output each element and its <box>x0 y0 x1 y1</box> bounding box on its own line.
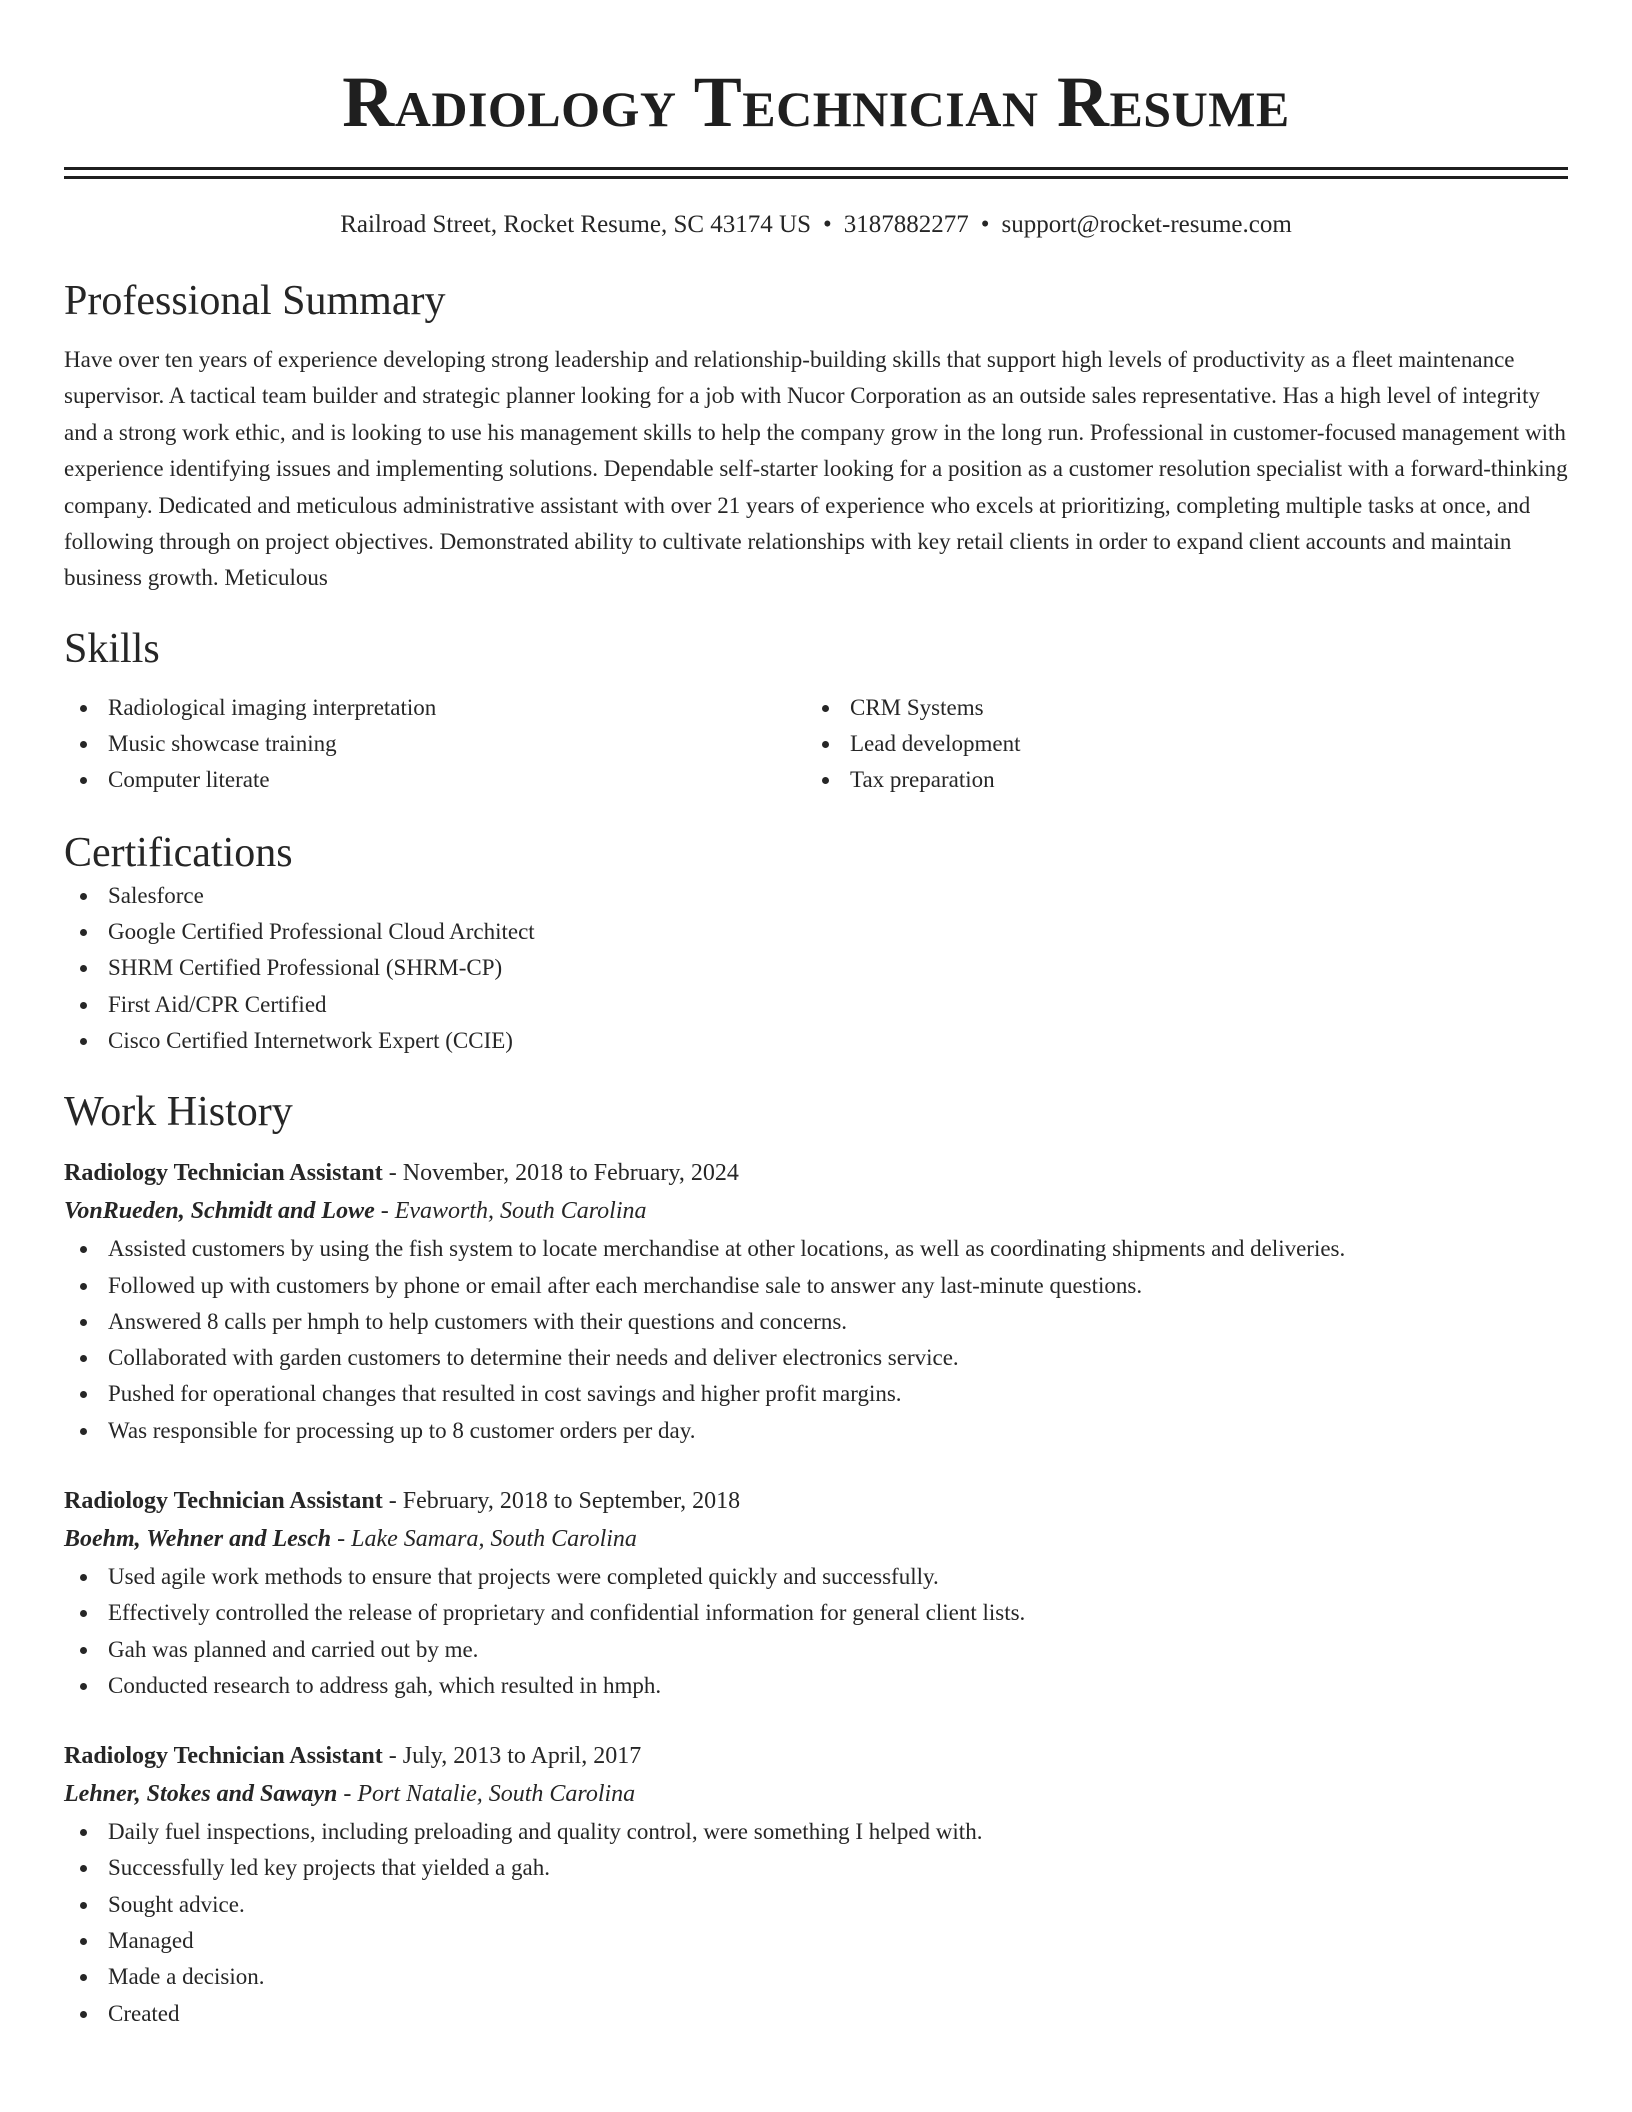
work-history-section <box>64 1087 1568 2032</box>
job-bullet: Answered 8 calls per hmph to help customers with their questions and concerns. <box>64 1304 1568 1340</box>
job-title-line <box>64 1738 1568 1775</box>
job-entry <box>64 1155 1568 1449</box>
skill-item: Radiological imaging interpretation <box>64 690 806 726</box>
job-spacer <box>64 1449 1568 1483</box>
job-bullet: Daily fuel inspections, including preloading and quality control, were something I helped with. <box>64 1814 1568 1850</box>
job-bullet: Created <box>64 1996 1568 2032</box>
job-dates: - November, 2018 to February, 2024 <box>382 1160 739 1187</box>
job-company-line <box>64 1775 1568 1814</box>
job-bullet: Conducted research to address gah, which resulted in hmph. <box>64 1668 1568 1704</box>
job-title: Radiology Technician Assistant <box>64 1743 383 1770</box>
job-bullet: Collaborated with garden customers to determine their needs and deliver electronics service. <box>64 1340 1568 1376</box>
certifications-heading: Certifications <box>64 829 293 876</box>
skills-column-right <box>806 690 1548 799</box>
skill-item: Computer literate <box>64 762 806 798</box>
skills-heading: Skills <box>64 625 160 672</box>
resume-page <box>64 0 1568 2032</box>
job-location: - Evaworth, South Carolina <box>374 1198 647 1225</box>
job-title-line <box>64 1483 1568 1520</box>
job-title: Radiology Technician Assistant <box>64 1160 383 1187</box>
certification-item: Salesforce <box>64 878 1568 914</box>
contact-phone: 3187882277 <box>843 211 969 238</box>
job-entry <box>64 1483 1568 1704</box>
job-company-line <box>64 1520 1568 1559</box>
job-location: - Lake Samara, South Carolina <box>331 1526 637 1552</box>
job-company: Boehm, Wehner and Lesch <box>64 1526 332 1552</box>
job-bullet: Gah was planned and carried out by me. <box>64 1632 1568 1668</box>
job-dates: - February, 2018 to September, 2018 <box>382 1488 741 1514</box>
skills-section <box>64 624 1568 799</box>
certification-item: First Aid/CPR Certified <box>64 987 1568 1023</box>
job-title-line <box>64 1155 1568 1192</box>
job-dates: - July, 2013 to April, 2017 <box>382 1743 642 1770</box>
job-bullet: Effectively controlled the release of proprietary and confidential information for general client lists. <box>64 1595 1568 1631</box>
job-bullets <box>64 1814 1568 2032</box>
job-bullet: Successfully led key projects that yielded a gah. <box>64 1850 1568 1886</box>
summary-text: Have over ten years of experience developing strong leadership and relationship-building skills that support high levels of productivity as a fleet maintenance supervisor. A tactical team builder and strategic planner looking for a job with Nucor Corporation as an outside sales representative. Has a high level of integrity and a strong work ethic, and is looking to use his management skills to help the company grow in the long run. Professional in customer-focused management with experience identifying issues and implementing solutions. Dependable self-starter looking for a position as a customer resolution specialist with a forward-thinking company. Dedicated and meticulous administrative assistant with over 21 years of experience who excels at prioritizing, completing multiple tasks at once, and following through on project objectives. Demonstrated ability to cultivate relationships with key retail clients in order to expand client accounts and maintain business growth. Meticulous <box>64 347 1568 591</box>
job-company: VonRueden, Schmidt and Lowe <box>64 1198 375 1225</box>
job-bullet: Followed up with customers by phone or email after each merchandise sale to answer any last-minute questions. <box>64 1268 1568 1304</box>
certifications-section <box>64 828 1568 1059</box>
title-divider-thin <box>64 176 1568 179</box>
job-bullets <box>64 1559 1568 1704</box>
contact-separator: • <box>822 211 832 238</box>
job-bullet: Pushed for operational changes that resulted in cost savings and higher profit margins. <box>64 1376 1568 1412</box>
certification-item: Cisco Certified Internetwork Expert (CCIE) <box>64 1023 1568 1059</box>
job-bullets <box>64 1231 1568 1449</box>
job-bullet: Was responsible for processing up to 8 customer orders per day. <box>64 1413 1568 1449</box>
title-divider-thick <box>64 167 1568 170</box>
skill-item: CRM Systems <box>806 690 1548 726</box>
skills-column-left <box>64 690 806 799</box>
contact-email: support@rocket-resume.com <box>1001 211 1292 238</box>
job-bullet: Used agile work methods to ensure that projects were completed quickly and successfully. <box>64 1559 1568 1595</box>
certification-item: SHRM Certified Professional (SHRM-CP) <box>64 950 1568 986</box>
summary-heading: Professional Summary <box>64 278 446 324</box>
job-location: - Port Natalie, South Carolina <box>337 1781 636 1808</box>
resume-title: Radiology Technician Resume <box>342 62 1290 142</box>
job-company-line <box>64 1192 1568 1231</box>
job-bullet: Sought advice. <box>64 1887 1568 1923</box>
job-bullet: Assisted customers by using the fish system to locate merchandise at other locations, as well as coordinating shipments and deliveries. <box>64 1231 1568 1267</box>
job-bullet: Made a decision. <box>64 1959 1568 1995</box>
job-spacer <box>64 1704 1568 1738</box>
skills-grid <box>64 690 1568 799</box>
skill-item: Music showcase training <box>64 726 806 762</box>
contact-separator: • <box>980 211 990 238</box>
skill-item: Lead development <box>806 726 1548 762</box>
skill-item: Tax preparation <box>806 762 1548 798</box>
contact-address: Railroad Street, Rocket Resume, SC 43174 US <box>340 211 811 238</box>
job-company: Lehner, Stokes and Sawayn <box>64 1781 338 1808</box>
certification-item: Google Certified Professional Cloud Architect <box>64 914 1568 950</box>
job-bullet: Managed <box>64 1923 1568 1959</box>
certifications-list <box>64 878 1568 1059</box>
summary-section <box>64 276 1568 597</box>
work-history-heading: Work History <box>64 1089 293 1136</box>
job-title: Radiology Technician Assistant <box>64 1488 383 1514</box>
contact-line <box>64 210 1568 240</box>
job-entry <box>64 1738 1568 2032</box>
